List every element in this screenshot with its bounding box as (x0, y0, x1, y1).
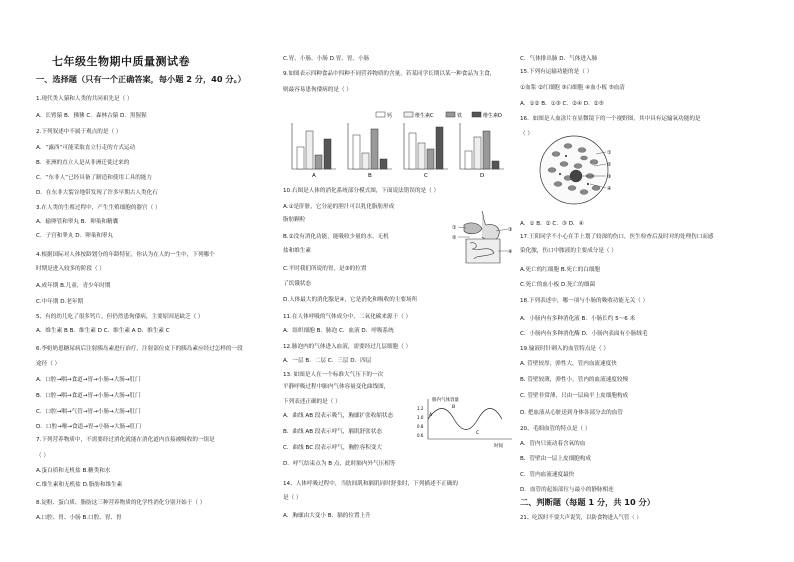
x-label-c: C (424, 173, 428, 179)
col1-line-1: A．长臂猿 B．狒狒 C．森林古猿 D．黑猩猩 (36, 113, 147, 119)
col1-line-5: C．“东非人”已经具备了制造和使用工具的能力 (36, 175, 152, 181)
col3-line-22: C．管内血流速度最快 (520, 472, 575, 478)
label-3: ③ (508, 227, 513, 233)
col2-line-1: 9.如图表示四种食品中四种不同营养物质的含量，若某同学长期以某一种食品为主食， (283, 71, 496, 77)
col2-line-24: A．胸廓由大变小 B．膈的位置上升 (283, 513, 371, 519)
col2-line-14: A．一层 B．二层 C．三层 D．四层 (283, 358, 372, 364)
col3-line-6: A．① B．② C．③ D．④ (520, 221, 584, 227)
col3-line-14: 19.输液时针刺入的血管特点是（ ） (520, 346, 609, 352)
question-21: 21、吃饭时不要大声说笑，以防食物进入气管（ ） (520, 515, 642, 521)
col2-line-13: 12.肺泡内的气体进入血液，需要经过几层细胞（ ） (283, 344, 412, 350)
col3-line-19: 20、毛细血管的特点是（ ） (520, 426, 591, 432)
col3-line-4: 16．如图是人血涂片在显微镜下的一个视野图，其中具有运输氧功能的是 (520, 116, 701, 122)
legend-1: 钙 (387, 113, 393, 119)
col3-line-20: A．管内只流动着含氧的血 (520, 441, 586, 447)
col2-line-20: C．曲线 BC 段表示呼气，胸腔容积变大 (283, 445, 383, 451)
col3-line-15: A. 管壁较厚，弹性大，管内血流速度快 (520, 361, 617, 367)
x-label-b: B (368, 173, 372, 179)
label-4: ④ (607, 186, 612, 192)
col2-line-15: 13. 如图是人在一个标准大气压下的一次 (283, 372, 384, 378)
lung-volume-curve-figure (414, 395, 518, 451)
col3-line-1: 15.下列有运输功能的是（ ） (520, 69, 593, 75)
section-heading-choice: 一、选择题（只有一个正确答案，每小题 2 分，40 分。） (36, 74, 246, 84)
label-2: ② (452, 235, 457, 241)
col1-line-13: C.中年期 D.老年期 (36, 299, 84, 305)
col3-line-23: D．血管的起始部位与最小的静脉相连 (520, 487, 614, 493)
col2-line-22: 14、人体呼吸过程中，当肋间肌和膈肌同时舒张时，下列描述不正确的 (283, 481, 458, 487)
col3-line-2: ①血浆 ②红细胞 ③白细胞 ④血小板 ⑤血清 (520, 85, 625, 91)
x-label-d: D (480, 173, 485, 179)
ytick-1: 1.2 (417, 406, 424, 411)
nutrient-bar-figure (286, 109, 516, 179)
section-heading-judge: 二、判断题（每题 1 分，共 10 分） (520, 497, 655, 507)
col2-line-3: 10.右图是人体的消化系统部分模式图，下面说法错误的是（ ） (283, 188, 440, 194)
label-1: ① (452, 225, 457, 231)
col2-line-17: 下列表述正确的是（ ） (283, 399, 341, 405)
col2-line-16: 平静呼吸过程中肺内气体容量变化曲线图， (283, 384, 390, 390)
col2-line-18: A．曲线 AB 段表示吸气，胸廓扩张收缩状态 (283, 413, 394, 419)
blood-smear-figure (538, 130, 618, 210)
digestive-system-figure (452, 207, 514, 269)
legend-3: 铁 (457, 113, 463, 119)
col1-line-11: 时期是进入较多的阶段（ ） (36, 266, 105, 272)
col3-line-21: B．管壁由一层上皮细胞构成 (520, 456, 591, 462)
col2-line-12: A．组织细胞 B．肺泡 C．血液 D．呼吸系统 (283, 328, 394, 334)
col1-line-18: A．口腔→咽→食道→胃→小肠→大肠→肛门 (36, 377, 141, 383)
x-axis-label: 时间 (494, 444, 503, 449)
legend-4: 维生素D (483, 113, 502, 119)
col3-line-16: B. 管壁较薄，弹性小，管内的血液速度较慢 (520, 377, 629, 383)
point-c: C (476, 431, 480, 436)
col2-line-19: B．曲线 AB 段表示呼气，膈肌舒张状态 (283, 429, 382, 435)
col1-line-9: C．子宫和睾丸 D．卵巢和睾丸 (36, 233, 114, 239)
col1-line-23: （ ） (36, 453, 49, 459)
col2-line-9: 了饥饿状态 (283, 281, 311, 287)
col3-line-8: 染化脓，伤口中脓液的主要成分是（ ） (520, 248, 617, 254)
col2-line-23: 是（ ） (283, 495, 302, 501)
col3-line-18: D. 把血液从心脏送到身体各部分去的血管 (520, 410, 623, 416)
ytick-3: 0.8 (417, 424, 424, 429)
col1-line-6: D．在东非大裂谷地带发现了许多早期古人类化石 (36, 190, 158, 196)
col1-line-7: 3.在人类的生殖过程中，产生生殖细胞的器官（ ） (36, 205, 161, 211)
col1-line-22: 7.下列营养物质中，不需要经过消化就能在消化道内直接被吸收的一组是 (36, 437, 215, 443)
col2-line-10: D.人体最大的消化腺是④，它是消化和吸收的主要场所 (283, 297, 418, 303)
col1-line-15: A．维生素 B B．维生素 D C．维生素 A D．维生素 C (36, 328, 170, 334)
col3-line-12: A．小肠内有多种消化液 B．小肠长约 5～6 米 (520, 316, 636, 322)
col3-line-3: A．①② B．①③ C．②④ D．②⑤ (520, 101, 604, 107)
ytick-2: 1.0 (417, 415, 424, 420)
col1-line-14: 5、有的幼儿吃了很多钙片，但仍然患佝偻病，主要原因是缺乏（ ） (36, 314, 204, 320)
col3-line-5: （ ） (520, 131, 533, 137)
label-2: ② (607, 162, 612, 168)
col3-line-0: C．气体排出肺 D．气体进入肺 (520, 56, 598, 62)
col3-line-11: 18.下列表述中，哪一项与小肠的吸收功能无关（ ） (520, 298, 649, 304)
col1-line-24: A.蛋白质和无机盐 B.糖类和水 (36, 468, 111, 474)
col1-line-21: D．口腔→喉→食道→胃→小肠→大肠→肛门 (36, 424, 142, 430)
col1-line-16: 6.李奶奶患糖尿病后注射胰岛素进行治疗，注射部位皮下的胰岛素应经过怎样的一段 (36, 346, 243, 352)
label-4: ④ (508, 249, 513, 255)
col1-line-26: 8.淀粉、蛋白质、脂肪这三种营养物质的化学性消化分别开始于（ ） (36, 500, 206, 506)
legend-2: 维生素C (415, 113, 434, 119)
col3-line-17: C. 管壁非常薄，只由一层扁平上皮细胞构成 (520, 393, 629, 399)
col3-line-7: 17.王阳同学不小心在手上划了较深的伤口，医生检查后及时对的处理伤口而感 (520, 234, 714, 240)
col1-line-19: B．口腔→咽→食道→胃→小肠→大肠→肛门 (36, 393, 141, 399)
x-label-a: A (312, 173, 316, 179)
col3-line-10: C.死亡的血小板 D.死亡的细菌 (520, 282, 596, 288)
col1-line-3: A．“露西”可能采取直立行走的方式运动 (36, 145, 136, 151)
col1-line-25: C.维生素和无机盐 D.脂肪和维生素 (36, 482, 123, 488)
col2-line-5: 脂肪颗粒 (283, 217, 306, 223)
col1-line-12: A.成年期 B.儿童，青少年时期 (36, 283, 111, 289)
col1-line-8: A．输卵管和睾丸 B．卵巢和精囊 (36, 219, 119, 225)
col1-line-27: A.口腔、胃、小肠 B.口腔、胃、胃 (36, 515, 122, 521)
col3-line-13: C．小肠内有多种消化酶 D．小肠内表面有小肠绒毛 (520, 331, 648, 337)
y-axis-label: 肺内气体容量 (432, 398, 459, 403)
col1-line-20: C．口腔→咽→气管→胃→小肠→大肠→肛门 (36, 409, 141, 415)
col2-line-0: C.胃、小肠、小肠 D.胃、胃、小肠 (283, 56, 370, 62)
col1-line-2: 2.下列叙述中不属于观点的是（ ） (36, 129, 122, 135)
col2-line-2: 则最容易患佝偻病的是（ ） (283, 87, 352, 93)
col2-line-7: 盐和维生素 (283, 248, 311, 254)
col1-line-10: 4.根据国际对人体按龄划分的年龄特征，你认为在人的一生中，下列哪个 (36, 252, 215, 258)
col2-line-6: B.②没有消化功能，能吸收少量的水、无机 (283, 234, 389, 240)
point-b: B (452, 405, 456, 410)
label-3: ③ (607, 174, 612, 180)
ytick-4: 0.6 (417, 433, 424, 438)
col2-line-11: 11.在人体呼吸的气体成分中，二氧化碳来源于（ ） (283, 314, 412, 320)
col3-line-9: A.死亡的红细胞 B.死亡的白细胞 (520, 267, 601, 273)
point-a: A (429, 413, 433, 418)
page-title: 七年级生物期中质量测试卷 (52, 55, 190, 68)
col1-line-17: 途径（ ） (36, 361, 61, 367)
label-1: ① (607, 150, 612, 156)
col2-line-21: D．呼气结束点为 B 点，此时肺内外气压相等 (283, 461, 396, 467)
col1-line-0: 1.现代类人猿和人类的共同祖先是（ ） (36, 96, 133, 102)
col2-line-8: C.平时我们所说的胃，是③的位置 (283, 266, 367, 272)
col1-line-4: B．亚洲的直立人是从非洲迁徙过来的 (36, 160, 130, 166)
col2-line-4: A.①是肝脏，它分泌的胆汁可以乳化脂肪形成 (283, 204, 395, 210)
